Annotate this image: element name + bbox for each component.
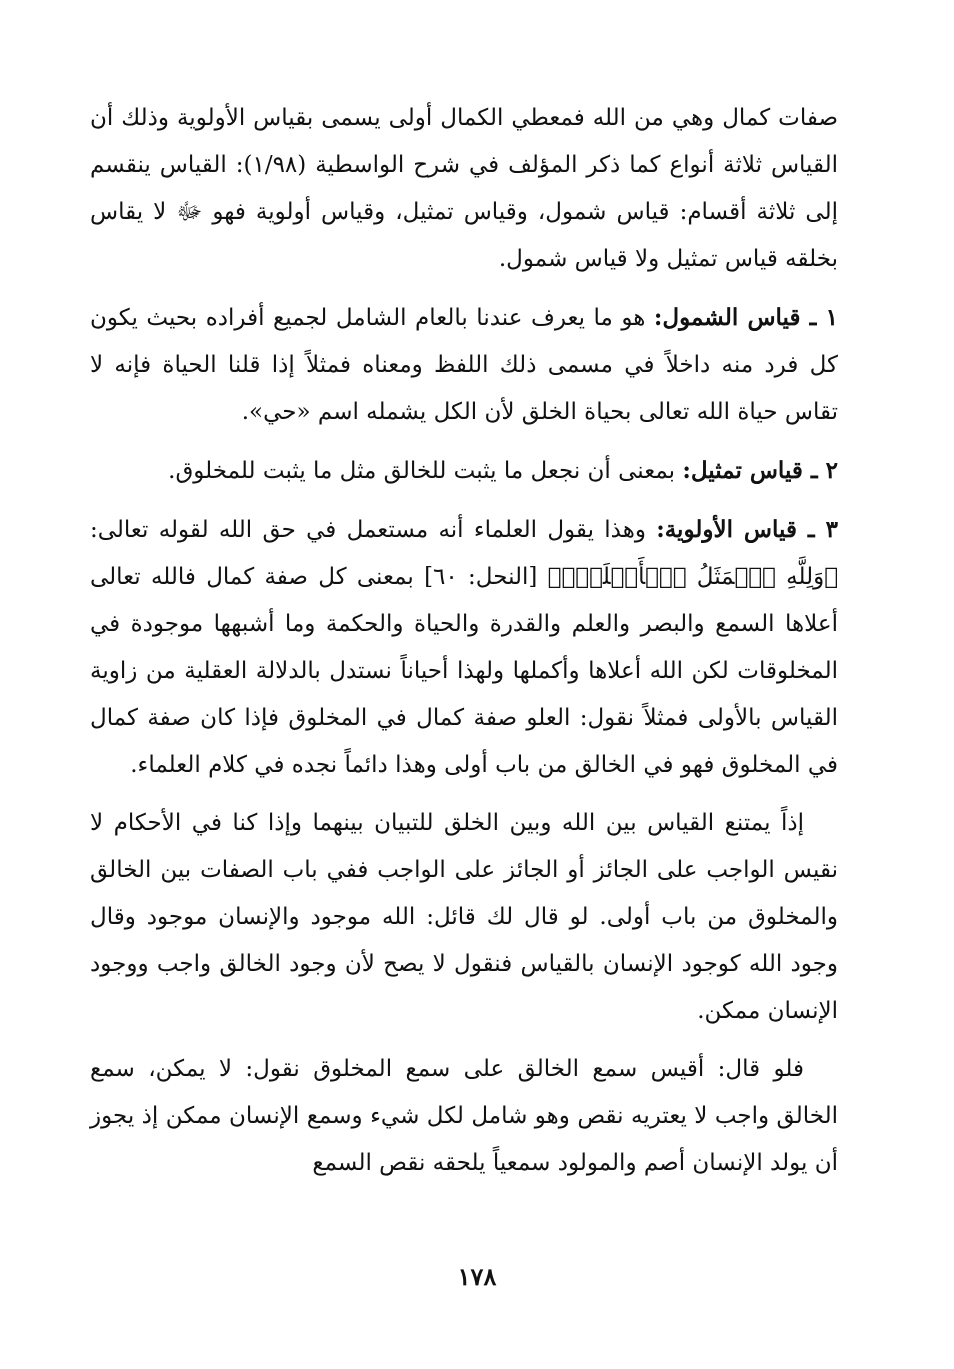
paragraph-text: صفات كمال وهي من الله فمعطي الكمال أولى يسمى بقياس الأولوية وذلك أن القياس ثلاثة أنواع كما ذكر المؤلف في شرح الواسطية (١/٩٨): القياس ينقسم إلى ثلاثة أقسام: قياس شمول، وقياس تمثيل، وقياس أولوية فهو ﷻ لا يقاس بخلقه قياس تمثيل ولا قياس شمول. [90,105,839,272]
conclusion-paragraph [90,800,838,1035]
section-heading: ٣ ـ قياس الأولوية: [656,516,838,543]
paragraph-text: هو ما يعرف عندنا بالعام الشامل لجميع أفراده بحيث يكون كل فرد منه داخلاً في مسمى ذلك اللفظ ومعناه فمثلاً إذا قلنا الحياة فإنه لا تقاس حياة الله تعالى بحياة الخلق لأن الكل يشمله اسم «حي». [90,305,838,425]
section-2-paragraph [90,447,838,495]
section-3-paragraph [90,506,838,789]
section-1-paragraph [90,294,838,436]
paragraph-text: إذاً يمتنع القياس بين الله وبين الخلق للتبيان بينهما وإذا كنا في الأحكام لا نقيس الواجب على الجائز أو الجائز على الواجب ففي باب الصفات بين الخالق والمخلوق من باب أولى. لو قال لك قائل: الله موجود والإنسان موجود وقال وجود الله كوجود الإنسان بالقياس فنقول لا يصح لأن وجود الخالق واجب ووجود الإنسان ممكن. [90,810,838,1024]
page-body [90,95,838,1198]
page-number: ١٧٨ [457,1262,497,1291]
section-heading: ١ ـ قياس الشمول: [653,304,838,331]
paragraph-text: وهذا يقول العلماء أنه مستعمل في حق الله لقوله تعالى: ﴿وَلِلَّهِ ٱلۡمَثَلُ ٱلۡأَعۡلَىٰۚ﴾ [النحل: ٦٠] بمعنى كل صفة كمال فالله تعالى أعلاها السمع والبصر والعلم والقدرة والحياة والحكمة وما أشبهها موجودة في المخلوقات لكن الله أعلاها وأكملها ولهذا أحياناً نستدل بالدلالة العقلية من زاوية القياس بالأولى فمثلاً نقول: العلو صفة كمال في المخلوق فإذا كان صفة كمال في المخلوق فهو في الخالق من باب أولى وهذا دائماً نجده في كلام العلماء. [90,517,838,778]
paragraph-text: بمعنى أن نجعل ما يثبت للخالق مثل ما يثبت للمخلوق. [168,458,683,484]
section-heading: ٢ ـ قياس تمثيل: [682,457,838,484]
paragraph-text: فلو قال: أقيس سمع الخالق على سمع المخلوق نقول: لا يمكن، سمع الخالق واجب لا يعتريه نقص وهو شامل لكل شيء وسمع الإنسان ممكن إذ يجوز أن يولد الإنسان أصم والمولود سمعياً يلحقه نقص السمع [90,1056,838,1176]
intro-paragraph [90,95,838,283]
example-paragraph [90,1046,838,1187]
